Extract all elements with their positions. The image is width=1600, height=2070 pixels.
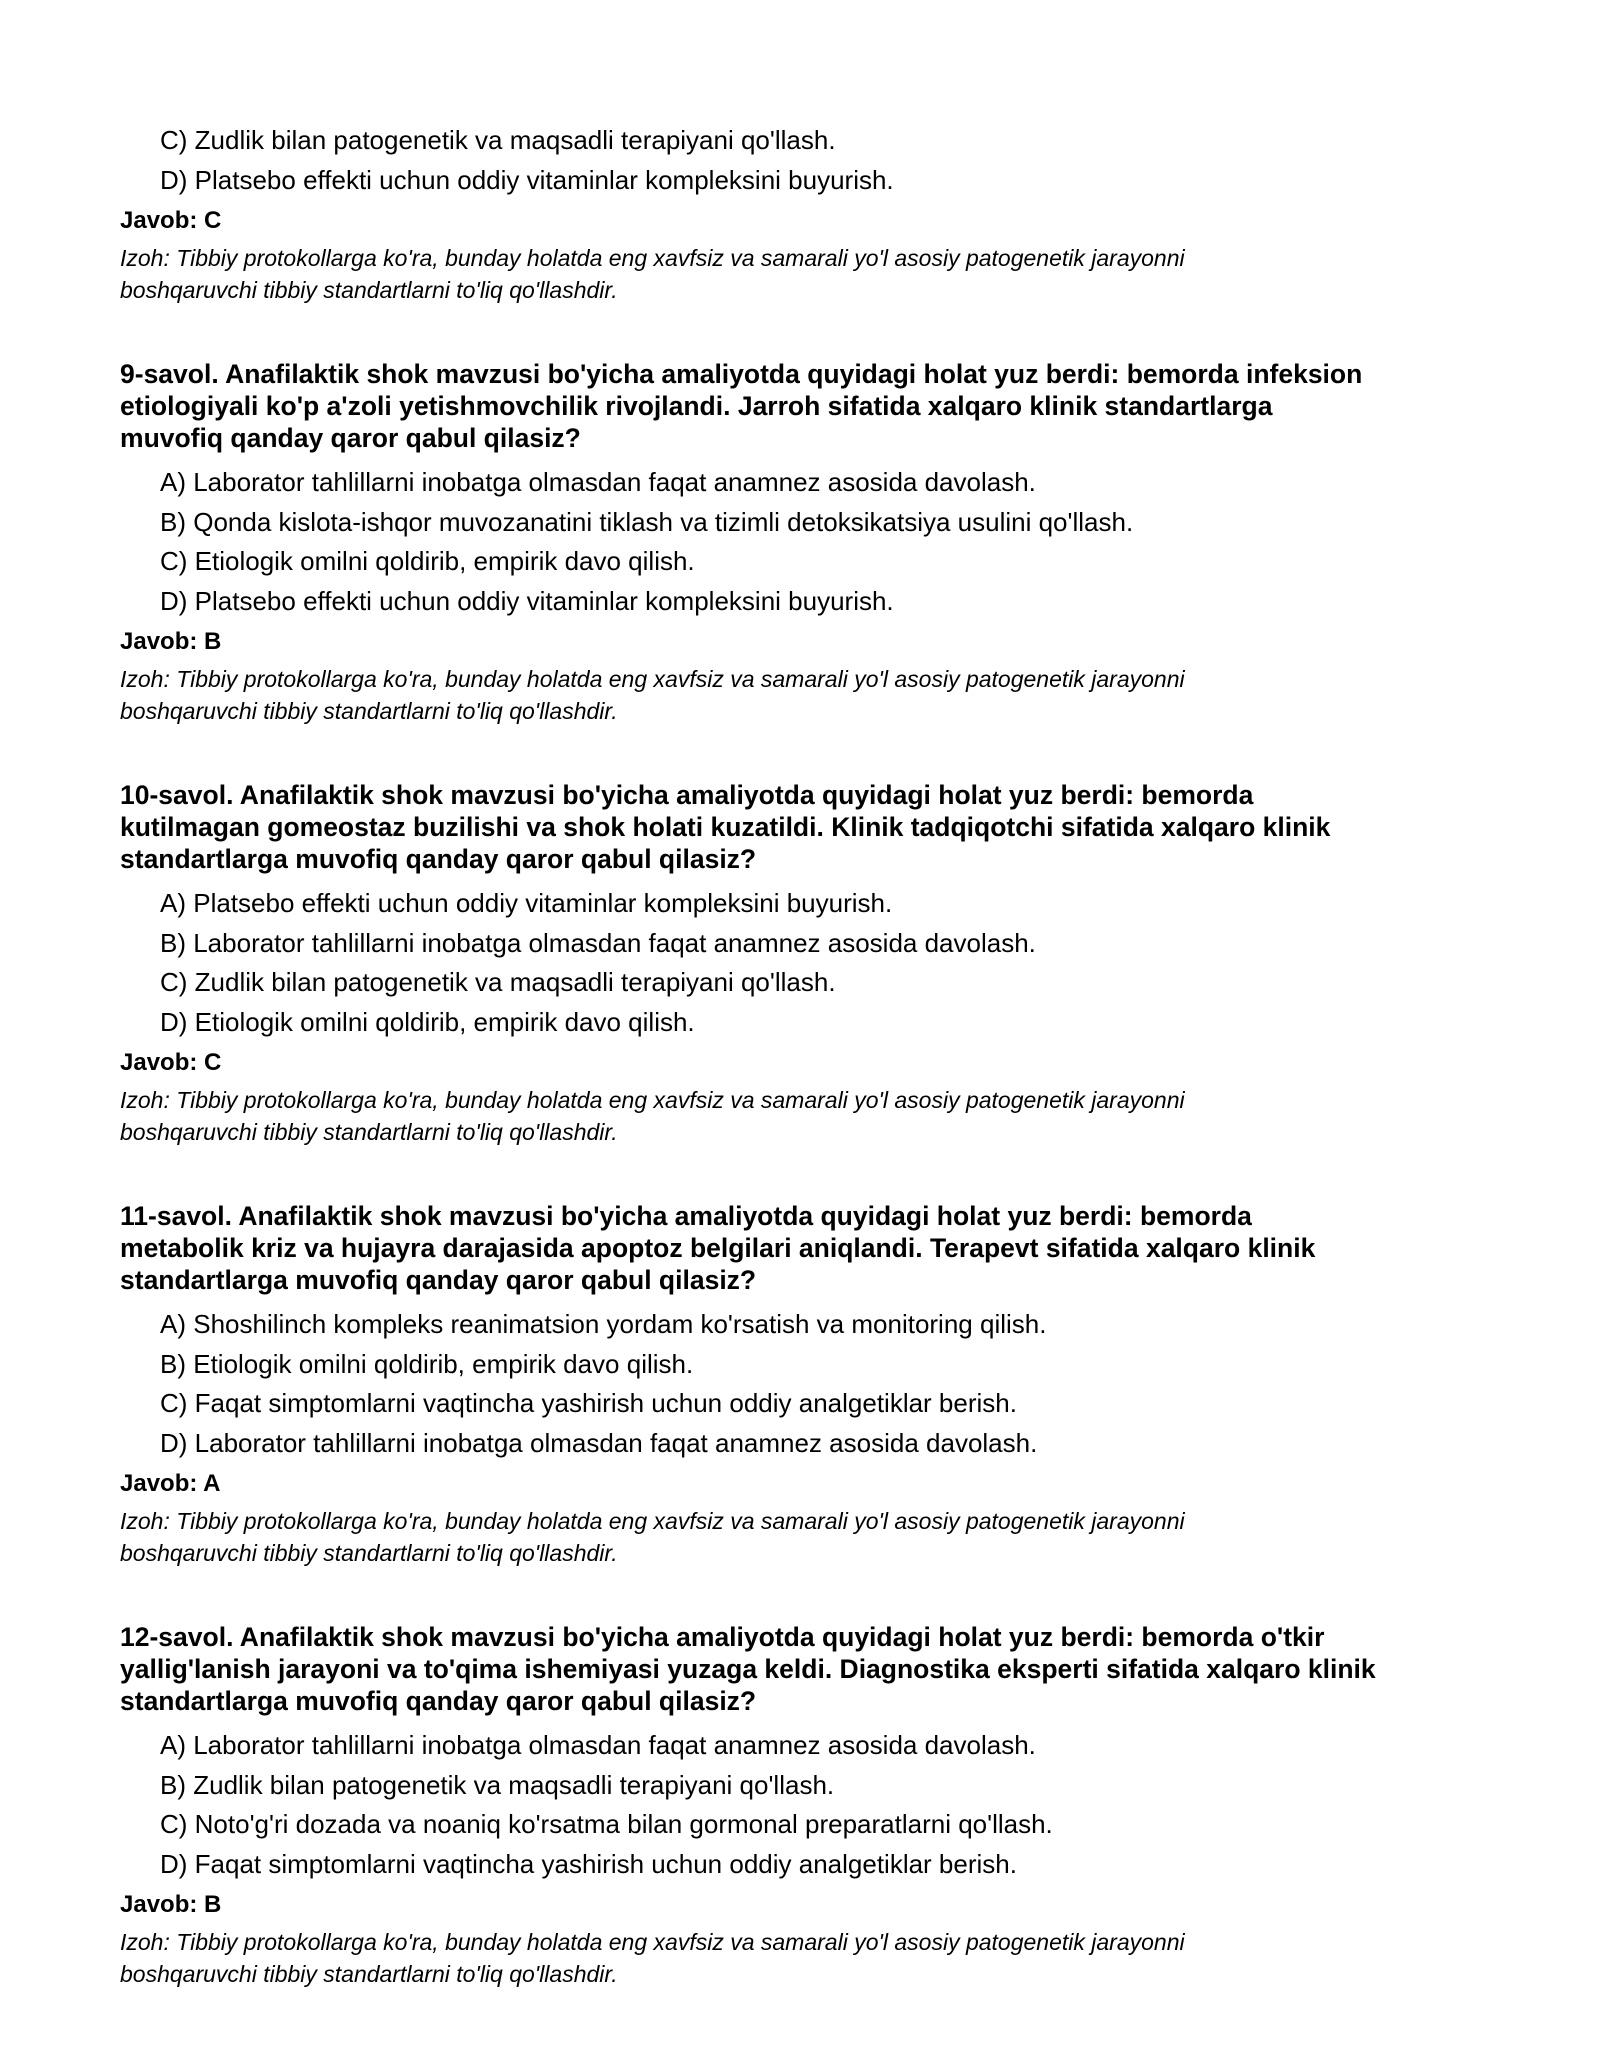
note-line: boshqaruvchi tibbiy standartlarni to'liq qo'llashdir. bbox=[120, 1539, 618, 1566]
answer-options bbox=[120, 884, 1500, 1042]
title-line: metabolik kriz va hujayra darajasida apoptoz belgilari aniqlandi. Terapevt sifatida xalqaro klinik bbox=[120, 1233, 1316, 1263]
option-a: A) Shoshilinch kompleks reanimatsion yordam ko'rsatish va monitoring qilish. bbox=[160, 1309, 1047, 1339]
option-b: B) Etiologik omilni qoldirib, empirik davo qilish. bbox=[160, 1348, 694, 1379]
answer-options bbox=[120, 1726, 1500, 1884]
title-line: yallig'lanish jarayoni va to'qima ishemiyasi yuzaga keldi. Diagnostika eksperti sifatida xalqaro klinik bbox=[120, 1654, 1376, 1684]
note-line: boshqaruvchi tibbiy standartlarni to'liq qo'llashdir. bbox=[120, 697, 618, 724]
option-b: B) Laborator tahlillarni inobatga olmasdan faqat anamnez asosida davolash. bbox=[160, 927, 1036, 958]
question-title bbox=[120, 358, 1500, 454]
note-line: Izoh: Tibbiy protokollarga ko'ra, bunday holatda eng xavfsiz va samarali yo'l asosiy patogenetik jarayonni bbox=[120, 1929, 1185, 1955]
note-line: boshqaruvchi tibbiy standartlarni to'liq qo'llashdir. bbox=[120, 1118, 618, 1145]
title-line: etiologiyali ko'p a'zoli yetishmovchilik rivojlandi. Jarroh sifatida xalqaro klinik standartlarga bbox=[120, 391, 1273, 421]
title-line: standartlarga muvofiq qanday qaror qabul qilasiz? bbox=[120, 844, 757, 874]
option-c: C) Faqat simptomlarni vaqtincha yashirish uchun oddiy analgetiklar berish. bbox=[160, 1388, 1017, 1418]
answer-label: Javob: C bbox=[120, 1049, 222, 1076]
title-line: 11-savol. Anafilaktik shok mavzusi bo'yicha amaliyotda quyidagi holat yuz berdi: bemorda bbox=[120, 1201, 1252, 1231]
note-line: Izoh: Tibbiy protokollarga ko'ra, bunday holatda eng xavfsiz va samarali yo'l asosiy patogenetik jarayonni bbox=[120, 1508, 1185, 1534]
option-c: C) Etiologik omilni qoldirib, empirik davo qilish. bbox=[160, 546, 695, 576]
question-8-continued bbox=[120, 121, 1500, 306]
explanation-note bbox=[120, 1927, 1500, 1990]
title-line: standartlarga muvofiq qanday qaror qabul qilasiz? bbox=[120, 1265, 757, 1295]
option-d: D) Faqat simptomlarni vaqtincha yashirish uchun oddiy analgetiklar berish. bbox=[160, 1848, 1017, 1879]
question-11 bbox=[120, 1200, 1500, 1569]
explanation-note bbox=[120, 243, 1500, 306]
explanation-note bbox=[120, 1085, 1500, 1148]
title-line: muvofiq qanday qaror qabul qilasiz? bbox=[120, 423, 581, 453]
note-line: Izoh: Tibbiy protokollarga ko'ra, bunday holatda eng xavfsiz va samarali yo'l asosiy patogenetik jarayonni bbox=[120, 1087, 1185, 1113]
option-c: C) Zudlik bilan patogenetik va maqsadli terapiyani qo'llash. bbox=[160, 125, 836, 155]
explanation-note bbox=[120, 1506, 1500, 1569]
option-c: C) Zudlik bilan patogenetik va maqsadli terapiyani qo'llash. bbox=[160, 967, 836, 997]
option-d: D) Laborator tahlillarni inobatga olmasdan faqat anamnez asosida davolash. bbox=[160, 1427, 1038, 1458]
answer-options bbox=[120, 463, 1500, 621]
answer-options bbox=[120, 121, 1500, 200]
note-line: boshqaruvchi tibbiy standartlarni to'liq qo'llashdir. bbox=[120, 276, 618, 303]
question-12 bbox=[120, 1621, 1500, 1990]
option-b: B) Zudlik bilan patogenetik va maqsadli terapiyani qo'llash. bbox=[160, 1769, 835, 1800]
answer-label: Javob: B bbox=[120, 628, 222, 655]
option-a: A) Laborator tahlillarni inobatga olmasdan faqat anamnez asosida davolash. bbox=[160, 1730, 1036, 1760]
title-line: 10-savol. Anafilaktik shok mavzusi bo'yicha amaliyotda quyidagi holat yuz berdi: bemorda bbox=[120, 780, 1254, 810]
answer-options bbox=[120, 1305, 1500, 1463]
option-d: D) Platsebo effekti uchun oddiy vitaminlar kompleksini buyurish. bbox=[160, 164, 894, 195]
explanation-note bbox=[120, 664, 1500, 727]
question-title bbox=[120, 1200, 1500, 1296]
option-b: B) Qonda kislota-ishqor muvozanatini tiklash va tizimli detoksikatsiya usulini qo'llash. bbox=[160, 506, 1134, 537]
title-line: kutilmagan gomeostaz buzilishi va shok holati kuzatildi. Klinik tadqiqotchi sifatida xalqaro klinik bbox=[120, 812, 1331, 842]
option-d: D) Platsebo effekti uchun oddiy vitaminlar kompleksini buyurish. bbox=[160, 585, 894, 616]
title-line: standartlarga muvofiq qanday qaror qabul qilasiz? bbox=[120, 1686, 757, 1716]
answer-label: Javob: A bbox=[120, 1470, 221, 1497]
question-title bbox=[120, 1621, 1500, 1717]
title-line: 12-savol. Anafilaktik shok mavzusi bo'yicha amaliyotda quyidagi holat yuz berdi: bemorda o'tkir bbox=[120, 1622, 1325, 1652]
note-line: Izoh: Tibbiy protokollarga ko'ra, bunday holatda eng xavfsiz va samarali yo'l asosiy patogenetik jarayonni bbox=[120, 666, 1185, 692]
answer-label: Javob: C bbox=[120, 207, 222, 234]
option-a: A) Platsebo effekti uchun oddiy vitaminlar kompleksini buyurish. bbox=[160, 888, 893, 918]
option-c: C) Noto'g'ri dozada va noaniq ko'rsatma bilan gormonal preparatlarni qo'llash. bbox=[160, 1809, 1053, 1839]
question-9 bbox=[120, 358, 1500, 727]
document-page bbox=[120, 121, 1500, 1990]
title-line: 9-savol. Anafilaktik shok mavzusi bo'yicha amaliyotda quyidagi holat yuz berdi: bemorda infeksion bbox=[120, 359, 1363, 389]
question-title bbox=[120, 779, 1500, 875]
note-line: Izoh: Tibbiy protokollarga ko'ra, bunday holatda eng xavfsiz va samarali yo'l asosiy patogenetik jarayonni bbox=[120, 245, 1185, 271]
note-line: boshqaruvchi tibbiy standartlarni to'liq qo'llashdir. bbox=[120, 1960, 618, 1987]
option-a: A) Laborator tahlillarni inobatga olmasdan faqat anamnez asosida davolash. bbox=[160, 467, 1036, 497]
option-d: D) Etiologik omilni qoldirib, empirik davo qilish. bbox=[160, 1006, 695, 1037]
question-10 bbox=[120, 779, 1500, 1148]
answer-label: Javob: B bbox=[120, 1891, 222, 1918]
